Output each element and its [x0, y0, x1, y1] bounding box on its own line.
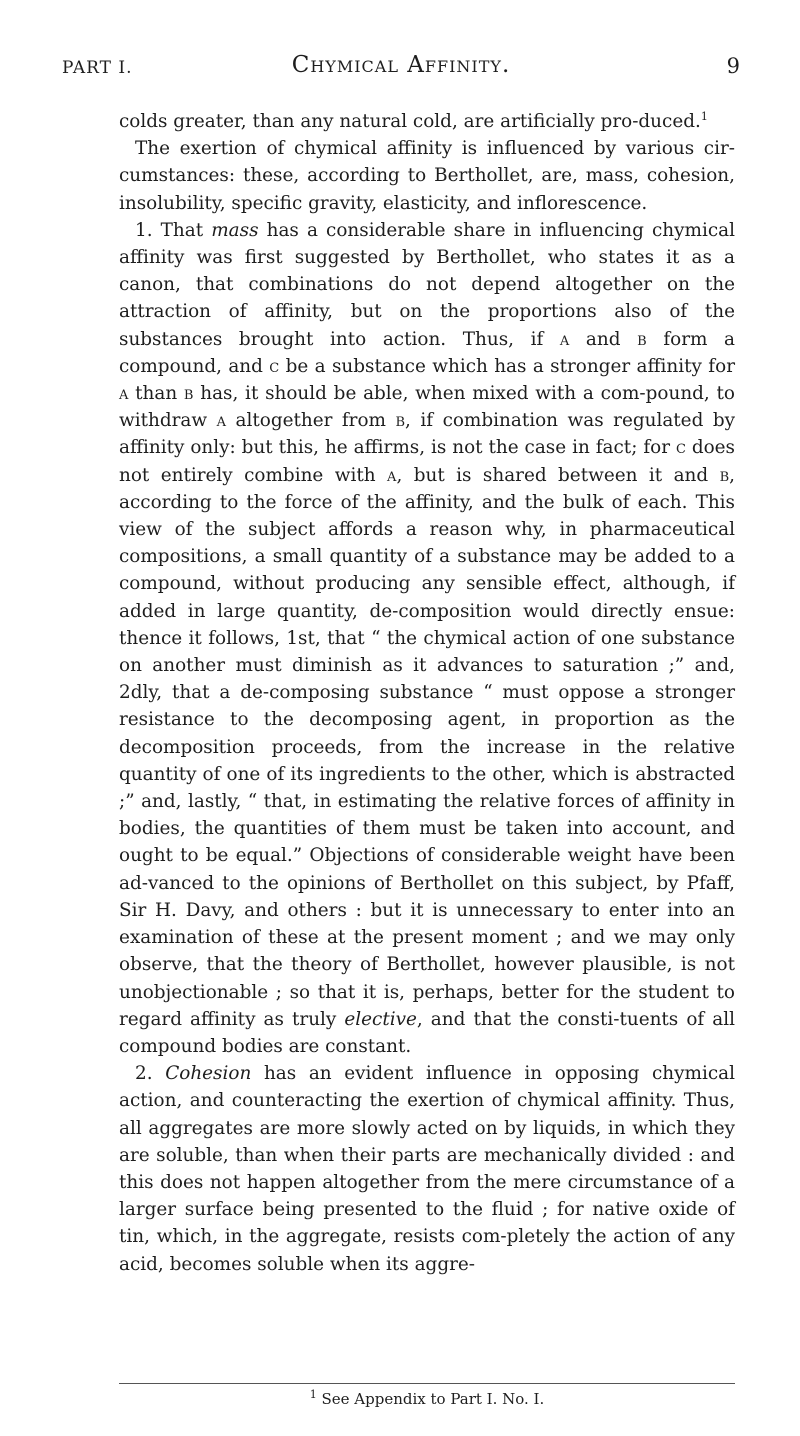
- body-text: [119, 108, 735, 1278]
- text-run: form a compound, and: [119, 328, 736, 377]
- text-run: has, it should be able, when mixed with a com-pound, to withdraw: [119, 383, 735, 432]
- text-run: and: [569, 328, 638, 350]
- small-caps-letter: a: [119, 383, 129, 405]
- text-run: than: [128, 383, 184, 405]
- small-caps-letter: b: [719, 464, 730, 486]
- text-run: , if combination was regulated by affinity only: but this, he affirms, is not the case in fact; for: [119, 410, 735, 459]
- chapter-title: Chymical Affinity.: [291, 52, 511, 78]
- paragraph: [119, 108, 735, 135]
- part-label: PART I.: [62, 58, 133, 78]
- small-caps-letter: b: [395, 410, 406, 432]
- emphasis: mass: [211, 219, 259, 241]
- small-caps-letter: c: [269, 355, 280, 377]
- footnote: [119, 1389, 735, 1409]
- text-run: has an evident influence in opposing chymical action, and counteracting the exertion of chymical affinity. Thus, all aggregates are more slowly acted on by liquids, in which they are soluble, than when their parts are mechanically divided : and this does not happen altogether from the mere circumstance of a larger surface being presented to the fluid ; for native oxide of tin, which, in the aggregate, resists com-pletely the action of any acid, becomes soluble when its aggre-: [119, 1063, 735, 1275]
- small-caps-letter: a: [559, 328, 570, 350]
- footnote-rule: [119, 1383, 735, 1384]
- text-run: , according to the force of the affinity, and the bulk of each. This view of the subject affords a reason why, in pharmaceutical compositions, a small quantity of a substance may be added to a compound, without producing any sensible effect, although, if added in large quantity, de-composition would directly ensue: thence it follows, 1st, that “ the chymical action of one substance on another must diminish as it advances to saturation ;” and, 2dly, that a de-composing substance “ must oppose a stronger resistance to the decomposing agent, in proportion as the decomposition proceeds, from the increase in the relative quantity of one of its ingredients to the other, which is abstracted ;” and, lastly, “ that, in estimating the relative forces of affinity in bodies, the quantities of them must be taken into account, and ought to be equal.” Objections of considerable weight have been ad-vanced to the opinions of Berthollet on this subject, by Pfaff, Sir H. Davy, and others : but it is unnecessary to enter into an examination of these at the present moment ; and we may only observe, that the theory of Berthollet, however plausible, is not unobjectionable ; so that it is, perhaps, better for the student to regard affinity as truly: [119, 464, 736, 1030]
- small-caps-letter: c: [675, 437, 686, 459]
- text-run: , but is shared between it and: [396, 464, 720, 486]
- text-run: be a substance which has a stronger affinity for: [279, 355, 735, 377]
- running-head: [62, 52, 740, 82]
- emphasis: Cohesion: [165, 1063, 252, 1085]
- small-caps-letter: b: [183, 383, 194, 405]
- text-run: does not entirely combine with: [119, 437, 735, 486]
- paragraph: [119, 135, 735, 217]
- footnote-text: See Appendix to Part I. No. I.: [316, 1390, 545, 1408]
- paragraph: [119, 217, 735, 1060]
- text-run: 1. That: [135, 219, 212, 241]
- text-run: altogether from: [226, 410, 396, 432]
- page-number: 9: [726, 54, 740, 78]
- small-caps-letter: b: [637, 328, 647, 350]
- footnote-ref: 1: [700, 109, 708, 123]
- emphasis: elective: [344, 1008, 417, 1030]
- footnote-marker: 1: [309, 1388, 317, 1401]
- text-run: colds greater, than any natural cold, are artificially pro-duced.: [119, 111, 701, 132]
- small-caps-letter: a: [387, 464, 397, 486]
- text-run: has a considerable share in influencing chymical affinity was first suggested by Berthollet, who states it as a canon, that combinations do not depend altogether on the attraction of affinity, but on the proportions also of the substances brought into action. Thus, if: [119, 219, 735, 350]
- text-run: The exertion of chymical affinity is influenced by various cir-cumstances: these, according to Berthollet, are, mass, cohesion, insolubility, specific gravity, elasticity, and inflorescence.: [119, 138, 735, 214]
- paragraph: [119, 1060, 735, 1278]
- text-run: 2.: [135, 1063, 166, 1085]
- small-caps-letter: a: [216, 410, 227, 432]
- text-run: , and that the consti-tuents of all compound bodies are constant.: [119, 1008, 735, 1057]
